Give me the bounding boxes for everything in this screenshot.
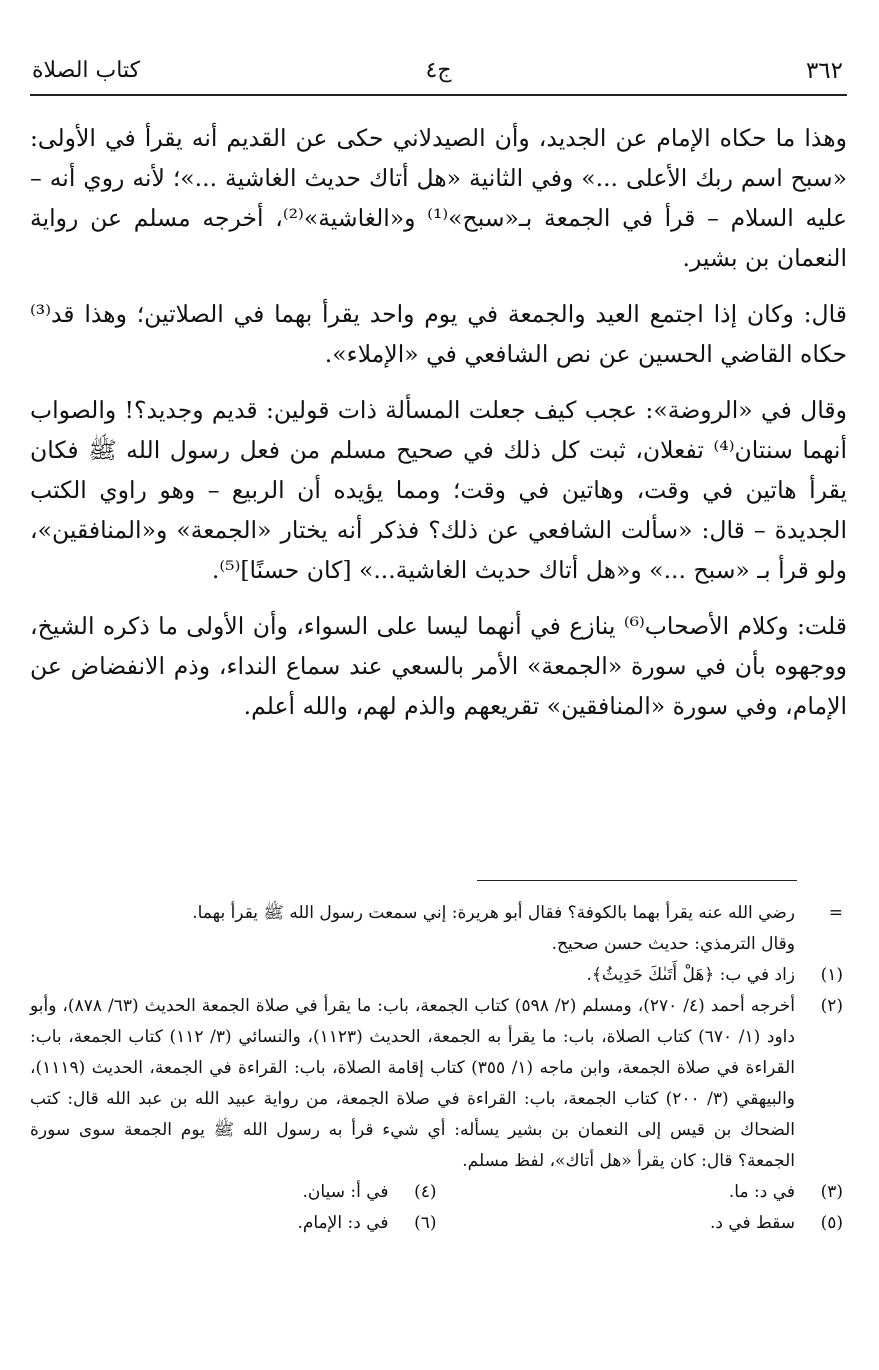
footnote-number: (١) [820, 965, 843, 985]
footnote-2 [30, 991, 843, 1177]
page-number: ٣٦٢ [805, 58, 843, 84]
paragraph-4: قلت: وكلام الأصحاب⁽⁶⁾ ينازع في أنهما ليسا على السواء، وأن الأولى ما ذكره الشيخ، ووجهوه بأن في سورة «الجمعة» الأمر بالسعي عند سماع النداء، وذم الانفضاض عن الإمام، وفي سورة «المنافقين» تقريعهم والذم لهم، والله أعلم. [30, 612, 847, 720]
footnote-number: (٥) [820, 1213, 843, 1233]
footnote-row [30, 1208, 843, 1239]
continuation-marker: = [828, 903, 843, 923]
footnote-text: في أ: سيان. [302, 1182, 389, 1202]
header-divider [30, 94, 847, 96]
footnote-5 [437, 1208, 844, 1239]
footnote-text: أخرجه أحمد (٤/ ٢٧٠)، ومسلم (٢/ ٥٩٨) كتاب الجمعة، باب: ما يقرأ في صلاة الجمعة الحديث (٦٣/ ٨٧٨)، وأبو داود (١/ ٦٧٠) كتاب الصلاة، باب: ما يقرأ به الجمعة، الحديث (١١٢٣)، والنسائي (٣/ ١١٢) كتاب الجمعة، باب: القراءة في صلاة الجمعة، وابن ماجه (١/ ٣٥٥) كتاب إقامة الصلاة، باب: القراءة في الجمعة، الحديث (١١١٩)، والبيهقي (٣/ ٢٠٠) كتاب الجمعة، باب: القراءة في صلاة الجمعة، من رواية عبيد الله بن عبد الله قال: كتب الضحاك بن قيس إلى النعمان بن بشير يسأله: أي شيء قرأ به رسول الله ﷺ يوم الجمعة سوى سورة الجمعة؟ قال: كان يقرأ «هل أتاك»، لفظ مسلم. [30, 996, 795, 1171]
continuation-line: رضي الله عنه يقرأ بهما بالكوفة؟ فقال أبو هريرة: إني سمعت رسول الله ﷺ يقرأ بهما. [192, 903, 795, 923]
footnote-row [30, 1177, 843, 1208]
footnote-text: سقط في د. [709, 1213, 795, 1233]
footnote-text: زاد في ب: ﴿هَلْ أَتَىٰكَ حَدِيثُ﴾. [586, 965, 795, 985]
book-title: كتاب الصلاة [32, 58, 141, 83]
footnote-number: (٢) [820, 996, 843, 1016]
footnote-1 [30, 960, 843, 991]
footnote-text: في د: ما. [728, 1182, 795, 1202]
footnotes [30, 898, 843, 1239]
continuation-line: وقال الترمذي: حديث حسن صحيح. [551, 934, 795, 954]
paragraph-1: وهذا ما حكاه الإمام عن الجديد، وأن الصيدلاني حكى عن القديم أنه يقرأ في الأولى: «سبح اسم ربك الأعلى ...» وفي الثانية «هل أتاك حديث الغاشية ...»؛ لأنه روي أنه – عليه السلام – قرأ في الجمعة بـ«سبح»⁽¹⁾ و«الغاشية»⁽²⁾، أخرجه مسلم عن رواية النعمان بن بشير. [30, 124, 848, 272]
main-text [30, 118, 847, 742]
paragraph-2: قال: وكان إذا اجتمع العيد والجمعة في يوم واحد يقرأ بهما في الصلاتين؛ وهذا قد⁽³⁾ حكاه القاضي الحسين عن نص الشافعي في «الإملاء». [30, 300, 847, 368]
volume-number: ج٤ [425, 58, 452, 83]
footnote-continuation [30, 898, 843, 960]
footnote-divider [477, 880, 797, 881]
paragraph-3: وقال في «الروضة»: عجب كيف جعلت المسألة ذات قولين: قديم وجديد؟! والصواب أنهما سنتان⁽⁴⁾ تفعلان، ثبت كل ذلك في صحيح مسلم من فعل رسول الله ﷺ فكان يقرأ هاتين في وقت، وهاتين في وقت؛ ومما يؤيده أن الربيع – وهو راوي الكتب الجديدة – قال: «سألت الشافعي عن ذلك؟ فذكر أنه يختار «الجمعة» و«المنافقين»، ولو قرأ بـ «سبح ...» و«هل أتاك حديث الغاشية...» [كان حسنًا]⁽⁵⁾. [30, 396, 847, 584]
footnote-number: (٤) [414, 1182, 437, 1202]
footnote-3 [437, 1177, 844, 1208]
footnote-text: في د: الإمام. [297, 1213, 389, 1233]
footnote-number: (٦) [414, 1213, 437, 1233]
page-header [30, 52, 847, 96]
footnote-number: (٣) [820, 1182, 843, 1202]
footnote-6 [30, 1208, 437, 1239]
footnote-4 [30, 1177, 437, 1208]
